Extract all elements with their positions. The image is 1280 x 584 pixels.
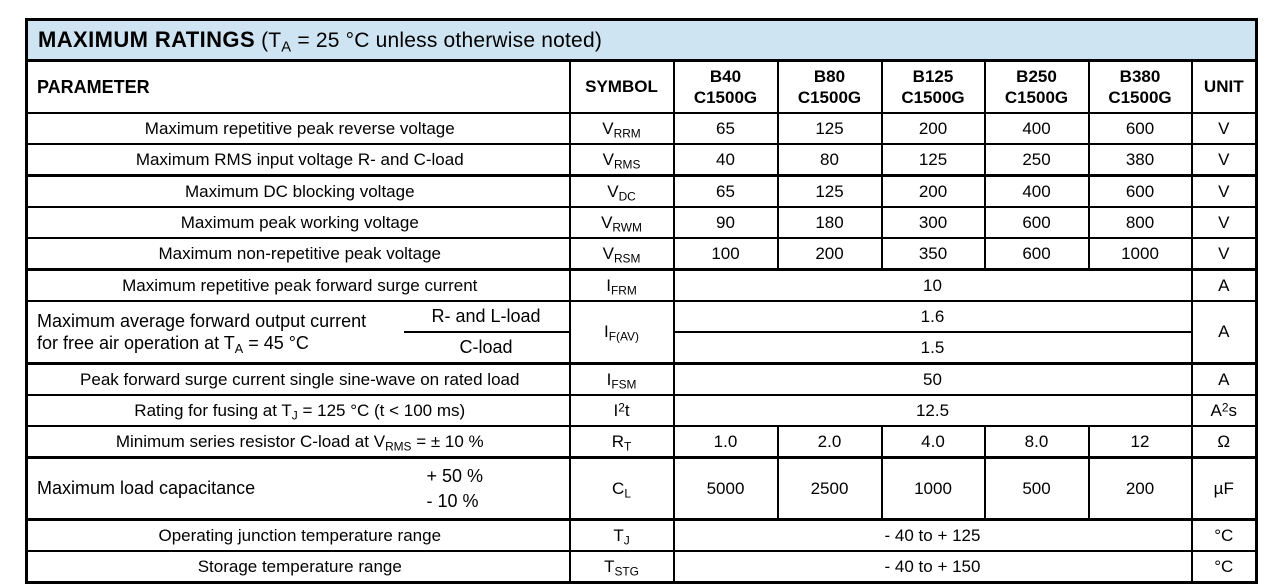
model-line2: C1500G — [1004, 88, 1069, 107]
value-cell: 125 — [778, 176, 882, 208]
symbol-base: I — [613, 400, 619, 420]
symbol-post: t — [624, 400, 630, 420]
table-row — [27, 113, 1257, 144]
param-cell: Maximum RMS input voltage R- and C-load — [27, 144, 570, 176]
symbol-cell — [570, 364, 674, 396]
symbol-base: I — [606, 369, 612, 389]
param-cell: Maximum DC blocking voltage — [27, 176, 570, 208]
symbol-sub: FSM — [611, 377, 637, 392]
unit-cell: V — [1192, 207, 1257, 238]
value-cell: 600 — [1089, 113, 1192, 144]
table-row — [27, 364, 1257, 396]
unit-cell: °C — [1192, 520, 1257, 552]
load-condition-c: C-load — [459, 337, 513, 357]
table-row — [27, 301, 1257, 332]
unit-cell: V — [1192, 238, 1257, 270]
param-post: = ± 10 % — [411, 431, 484, 451]
param-cell: Operating junction temperature range — [27, 520, 570, 552]
table-row — [27, 458, 1257, 520]
value-cell: 80 — [778, 144, 882, 176]
value-cell: 500 — [985, 458, 1089, 520]
param-sub: J — [291, 408, 298, 423]
value-cell: 1000 — [1089, 238, 1192, 270]
value-cell: 350 — [882, 238, 985, 270]
unit-cell: A — [1192, 364, 1257, 396]
param-line1: Maximum average forward output current — [37, 310, 367, 331]
unit-cell: V — [1192, 144, 1257, 176]
tolerance-block — [427, 464, 527, 513]
param-line2 — [37, 332, 404, 355]
value-cell: 2.0 — [778, 426, 882, 458]
param-cell: Maximum peak working voltage — [27, 207, 570, 238]
symbol-sub: F(AV) — [608, 329, 639, 344]
unit-cell: V — [1192, 113, 1257, 144]
value-cell: 125 — [778, 113, 882, 144]
value-cell: 600 — [1089, 176, 1192, 208]
symbol-cell — [570, 113, 674, 144]
value-cell: 600 — [985, 207, 1089, 238]
param-line2-post: = 45 °C — [243, 333, 309, 353]
unit-cell: Ω — [1192, 426, 1257, 458]
value-cell-merged: 12.5 — [674, 395, 1192, 426]
param-cell — [27, 426, 570, 458]
symbol-cell — [570, 176, 674, 208]
table-row — [27, 395, 1257, 426]
value-cell: 8.0 — [985, 426, 1089, 458]
table-row — [27, 520, 1257, 552]
value-cell: 125 — [882, 144, 985, 176]
param-pre: Minimum series resistor C-load at V — [115, 431, 386, 451]
symbol-sub: L — [624, 486, 631, 501]
param-pre: Rating for fusing at T — [134, 400, 292, 420]
value-cell: 250 — [985, 144, 1089, 176]
symbol-cell — [570, 301, 674, 364]
unit-cell: °C — [1192, 551, 1257, 583]
symbol-sub: J — [623, 533, 630, 548]
unit-post: s — [1228, 400, 1237, 420]
value-cell: 200 — [1089, 458, 1192, 520]
load-condition-rl: R- and L-load — [404, 302, 569, 333]
value-cell: 400 — [985, 113, 1089, 144]
symbol-base: I — [606, 275, 611, 295]
header-model-b80 — [778, 61, 882, 114]
symbol-cell — [570, 207, 674, 238]
value-cell: 300 — [882, 207, 985, 238]
param-cell: Maximum non-repetitive peak voltage — [27, 238, 570, 270]
symbol-cell — [570, 395, 674, 426]
param-line2-sub: A — [234, 341, 244, 356]
symbol-cell — [570, 238, 674, 270]
param-cell: Maximum repetitive peak forward surge current — [27, 270, 570, 302]
symbol-sup: 2 — [618, 399, 625, 414]
value-cell-merged: - 40 to + 125 — [674, 520, 1192, 552]
title-condition-post: = 25 °C unless otherwise noted) — [291, 29, 603, 52]
value-cell: 200 — [882, 176, 985, 208]
param-cell-split — [27, 301, 570, 364]
symbol-sub: RRM — [613, 126, 641, 141]
value-cell: 5000 — [674, 458, 778, 520]
model-line2: C1500G — [1108, 88, 1172, 107]
param-cell: Peak forward surge current single sine-wave on rated load — [27, 364, 570, 396]
model-line2: C1500G — [693, 88, 758, 107]
value-cell: 800 — [1089, 207, 1192, 238]
symbol-base: T — [613, 525, 624, 545]
symbol-base: V — [607, 181, 619, 201]
header-model-b40 — [674, 61, 778, 114]
unit-cell: A — [1192, 301, 1257, 364]
param-text: Maximum load capacitance — [37, 478, 256, 498]
symbol-base: V — [602, 149, 614, 169]
symbol-cell — [570, 144, 674, 176]
param-text — [28, 302, 404, 362]
max-ratings-table — [25, 18, 1258, 584]
title-bar — [27, 20, 1257, 61]
value-cell-merged: 1.5 — [674, 332, 1192, 364]
symbol-sub: RMS — [613, 157, 641, 172]
symbol-cell — [570, 458, 674, 520]
param-cell: Maximum repetitive peak reverse voltage — [27, 113, 570, 144]
symbol-sub: RSM — [613, 251, 641, 266]
value-cell: 12 — [1089, 426, 1192, 458]
header-unit: UNIT — [1192, 61, 1257, 114]
symbol-base: V — [602, 243, 614, 263]
symbol-sub: DC — [618, 189, 636, 204]
table-row — [27, 176, 1257, 208]
value-cell: 90 — [674, 207, 778, 238]
table-row — [27, 238, 1257, 270]
title-condition-pre: (T — [255, 29, 282, 52]
symbol-cell — [570, 551, 674, 583]
unit-cell: V — [1192, 176, 1257, 208]
table-row — [27, 426, 1257, 458]
model-line1: B380 — [1119, 66, 1161, 86]
table-row — [27, 144, 1257, 176]
value-cell-merged: - 40 to + 150 — [674, 551, 1192, 583]
symbol-sub: FRM — [610, 283, 637, 298]
value-cell: 65 — [674, 176, 778, 208]
symbol-base: V — [601, 212, 613, 232]
param-cell-tolerance — [27, 458, 570, 520]
unit-cell: µF — [1192, 458, 1257, 520]
table-header-row — [27, 61, 1257, 114]
param-post: = 125 °C (t < 100 ms) — [297, 400, 466, 420]
param-cell — [27, 395, 570, 426]
value-cell: 1000 — [882, 458, 985, 520]
header-model-b125 — [882, 61, 985, 114]
symbol-sub: STG — [614, 564, 639, 579]
value-cell: 65 — [674, 113, 778, 144]
unit-cell — [1192, 395, 1257, 426]
param-cell: Storage temperature range — [27, 551, 570, 583]
value-cell: 2500 — [778, 458, 882, 520]
symbol-base: V — [602, 118, 614, 138]
value-cell: 180 — [778, 207, 882, 238]
header-symbol: SYMBOL — [570, 61, 674, 114]
value-cell: 200 — [778, 238, 882, 270]
symbol-base: I — [604, 322, 609, 341]
tolerance-minus: - 10 % — [426, 490, 479, 511]
symbol-cell — [570, 270, 674, 302]
value-cell-merged: 1.6 — [674, 301, 1192, 332]
table-row — [27, 207, 1257, 238]
model-line1: B250 — [1016, 66, 1057, 86]
symbol-cell — [570, 426, 674, 458]
table-title: MAXIMUM RATINGS — [38, 27, 256, 52]
model-line1: B40 — [709, 66, 742, 86]
header-model-b250 — [985, 61, 1089, 114]
load-condition-block — [404, 302, 569, 362]
value-cell: 100 — [674, 238, 778, 270]
symbol-base: C — [612, 478, 625, 498]
param-line2-pre: for free air operation at T — [37, 333, 235, 353]
symbol-base: R — [611, 431, 624, 451]
value-cell: 400 — [985, 176, 1089, 208]
value-cell: 40 — [674, 144, 778, 176]
unit-sup: 2 — [1221, 399, 1229, 414]
value-cell-merged: 10 — [674, 270, 1192, 302]
value-cell: 380 — [1089, 144, 1192, 176]
symbol-sub: T — [624, 439, 632, 454]
table-row — [27, 551, 1257, 583]
model-line2: C1500G — [901, 88, 965, 107]
model-line1: B80 — [813, 66, 846, 86]
model-line2: C1500G — [797, 88, 862, 107]
value-cell-merged: 50 — [674, 364, 1192, 396]
model-line1: B125 — [912, 66, 954, 86]
param-sub: RMS — [385, 439, 412, 454]
value-cell: 200 — [882, 113, 985, 144]
value-cell: 4.0 — [882, 426, 985, 458]
unit-cell: A — [1192, 270, 1257, 302]
header-model-b380 — [1089, 61, 1192, 114]
value-cell: 1.0 — [674, 426, 778, 458]
header-parameter: PARAMETER — [27, 61, 570, 114]
table-row — [27, 20, 1257, 61]
symbol-sub: RWM — [612, 220, 642, 235]
symbol-cell — [570, 520, 674, 552]
title-condition-sub: A — [281, 39, 292, 56]
table-row — [27, 270, 1257, 302]
value-cell: 600 — [985, 238, 1089, 270]
tolerance-plus: + 50 % — [426, 466, 484, 487]
unit-base: A — [1210, 400, 1222, 420]
symbol-base: T — [604, 556, 615, 576]
